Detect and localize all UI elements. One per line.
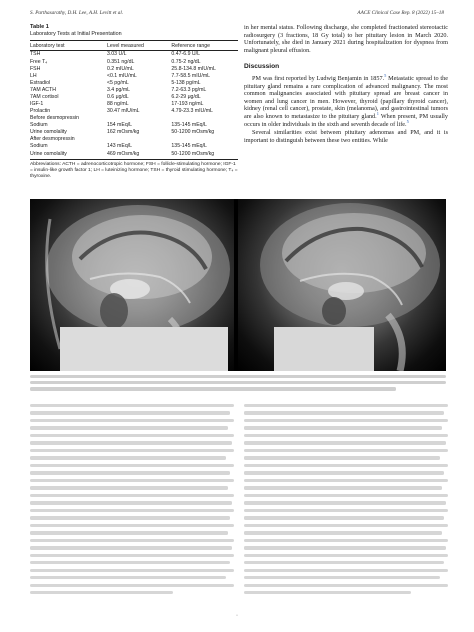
table-row (30, 143, 238, 150)
page-number-blurred: • (236, 614, 238, 619)
cell-test: LH (30, 72, 37, 79)
cell-range: 50-1200 mOsm/kg (171, 150, 238, 159)
cell-level: 0.351 ng/dL (106, 58, 135, 65)
cell-range: 25.8-134.8 mIU/mL (171, 65, 216, 72)
table-row (30, 72, 238, 79)
header-authors: S. Parthasarathy, D.H. Lee, A.H. Levitt et al. (30, 10, 124, 16)
table-row (30, 93, 238, 100)
bottom-left-column-blurred (30, 404, 234, 610)
mri-figure (30, 199, 446, 371)
table-row (30, 150, 238, 159)
table-title: Table 1 (30, 24, 49, 30)
col-header-level: Level measured (107, 41, 171, 51)
cell-range: 0.75-2 ng/dL (171, 58, 201, 65)
cell-level: 3.03 U/L (106, 51, 127, 58)
table-row (30, 136, 238, 143)
reference-link[interactable]: 5 (406, 118, 409, 124)
cell-test: Prolactin (30, 108, 51, 115)
cell-range: 4.79-23.3 mIU/mL (171, 108, 213, 115)
table-row (30, 115, 238, 122)
cell-level: 162 mOsm/kg (106, 129, 140, 136)
table-row (30, 86, 238, 93)
cell-level: 0.6 μg/dL (106, 93, 129, 100)
cell-test: Free T₄ (30, 58, 48, 65)
para1-text-b: Metastatic spread to the pituitary gland remains a rare complication of advanced malignancy. The most common malignancies associated with pituitary spread are breast cancer in women and lung cancer in men. However, thyroid (papillary thyroid cancer), kidney (renal cell cancer), prostate, skin (melanoma), and gastrointestinal tumors are also known to metastasize to the pituitary gland. (244, 74, 448, 120)
table-row (30, 129, 238, 136)
cell-level: 30.47 mIU/mL (106, 108, 140, 115)
table-row (30, 51, 238, 59)
reference-link[interactable]: 5 (384, 72, 387, 78)
table-caption: Laboratory Tests at Initial Presentation (30, 31, 122, 37)
cell-test: Urine osmolality (30, 129, 67, 136)
cell-level (107, 115, 171, 122)
redacted-region (60, 327, 228, 371)
cell-level: 469 mOsm/kg (107, 150, 171, 159)
table-row (30, 79, 238, 86)
cell-test: Urine osmolality (30, 150, 107, 159)
running-header (30, 10, 444, 20)
cell-range: 0.47-6.9 U/L (171, 51, 200, 58)
lab-table (30, 40, 238, 160)
cell-test: FSH (30, 65, 41, 72)
table-header-row (30, 41, 238, 51)
cell-range: 5-138 pg/mL (171, 79, 201, 86)
cell-range: 17-193 ng/mL (171, 100, 204, 107)
para1-text-c: When present, PM usually occurs in older individuals in the sixth and seventh decade of life. (244, 112, 448, 128)
intro-paragraph: in her mental status. Following discharge, she completed fractionated stereotactic radiosurgery (3 fractions, 18 Gy total) to her pituitary lesion in March 2020. Unfortunately, she died in January 2021 during hospitalization for dyspnea from malignant pleural effusion. (244, 24, 448, 54)
table-row (30, 65, 238, 72)
discussion-heading: Discussion (244, 63, 280, 71)
mri-panel-right (238, 199, 446, 371)
table-row (30, 101, 238, 108)
cell-test: Estradiol (30, 79, 51, 86)
cell-range: 7.2-63.3 pg/mL (171, 86, 207, 93)
cell-level: <0.1 mIU/mL (106, 72, 137, 79)
reference-link[interactable]: 1 (376, 110, 379, 116)
bottom-right-column-blurred (244, 404, 448, 610)
cell-test: Sodium (30, 143, 48, 150)
cell-level: 143 mEq/L (106, 143, 133, 150)
cell-range (171, 136, 238, 143)
redacted-region (274, 327, 374, 371)
table-abbreviations: Abbreviations: ACTH = adrenocorticotropic hormone; FSH = follicle-stimulating hormone; IGF-1 = insulin-like growth factor 1; LH = luteinizing hormone; TSH = thyroid stimulating hormone; T₄ = thyroxine. (30, 161, 238, 179)
discussion-paragraph-2: Several similarities exist between pituitary adenomas and PM, and it is important to distinguish between these two entities. While (244, 129, 448, 144)
table-row (30, 122, 238, 129)
cell-test: IGF-1 (30, 100, 44, 107)
cell-level (107, 136, 171, 143)
right-text-column (244, 24, 448, 144)
cell-range: 7.7-58.5 mIU/mL (171, 72, 211, 79)
figure-caption-blurred (30, 375, 446, 397)
header-journal: AACE Clinical Case Rep. 8 (2022) 15–18 (357, 10, 444, 16)
cell-level: 154 mEq/L (106, 122, 133, 129)
cell-range: 135-145 mEq/L (171, 143, 207, 150)
cell-range: 6.2-29 μg/dL (171, 93, 201, 100)
cell-test: 7AM ACTH (30, 86, 56, 93)
col-header-test: Laboratory test (30, 41, 107, 51)
cell-range (171, 115, 238, 122)
table-row (30, 108, 238, 115)
cell-range: 50-1200 mOsm/kg (171, 129, 215, 136)
cell-level: 88 ng/mL (106, 100, 129, 107)
cell-level: 3.4 pg/mL (106, 86, 131, 93)
cell-level: <5 pg/mL (106, 79, 129, 86)
table-row (30, 58, 238, 65)
col-header-range: Reference range (171, 41, 238, 51)
discussion-paragraph-1 (244, 72, 448, 128)
mri-panel-left (30, 199, 234, 371)
cell-test: Sodium (30, 122, 48, 129)
cell-test: 7AM cortisol (30, 93, 59, 100)
cell-test: Before desmopressin (30, 115, 80, 122)
para1-text-a: PM was first reported by Ludwig Benjamin in 1857. (252, 74, 385, 82)
cell-test: TSH (30, 51, 41, 58)
cell-test: After desmopressin (30, 136, 75, 143)
lab-table-block (30, 24, 238, 180)
cell-level: 0.2 mIU/mL (106, 65, 134, 72)
cell-range: 135-145 mEq/L (171, 122, 207, 129)
